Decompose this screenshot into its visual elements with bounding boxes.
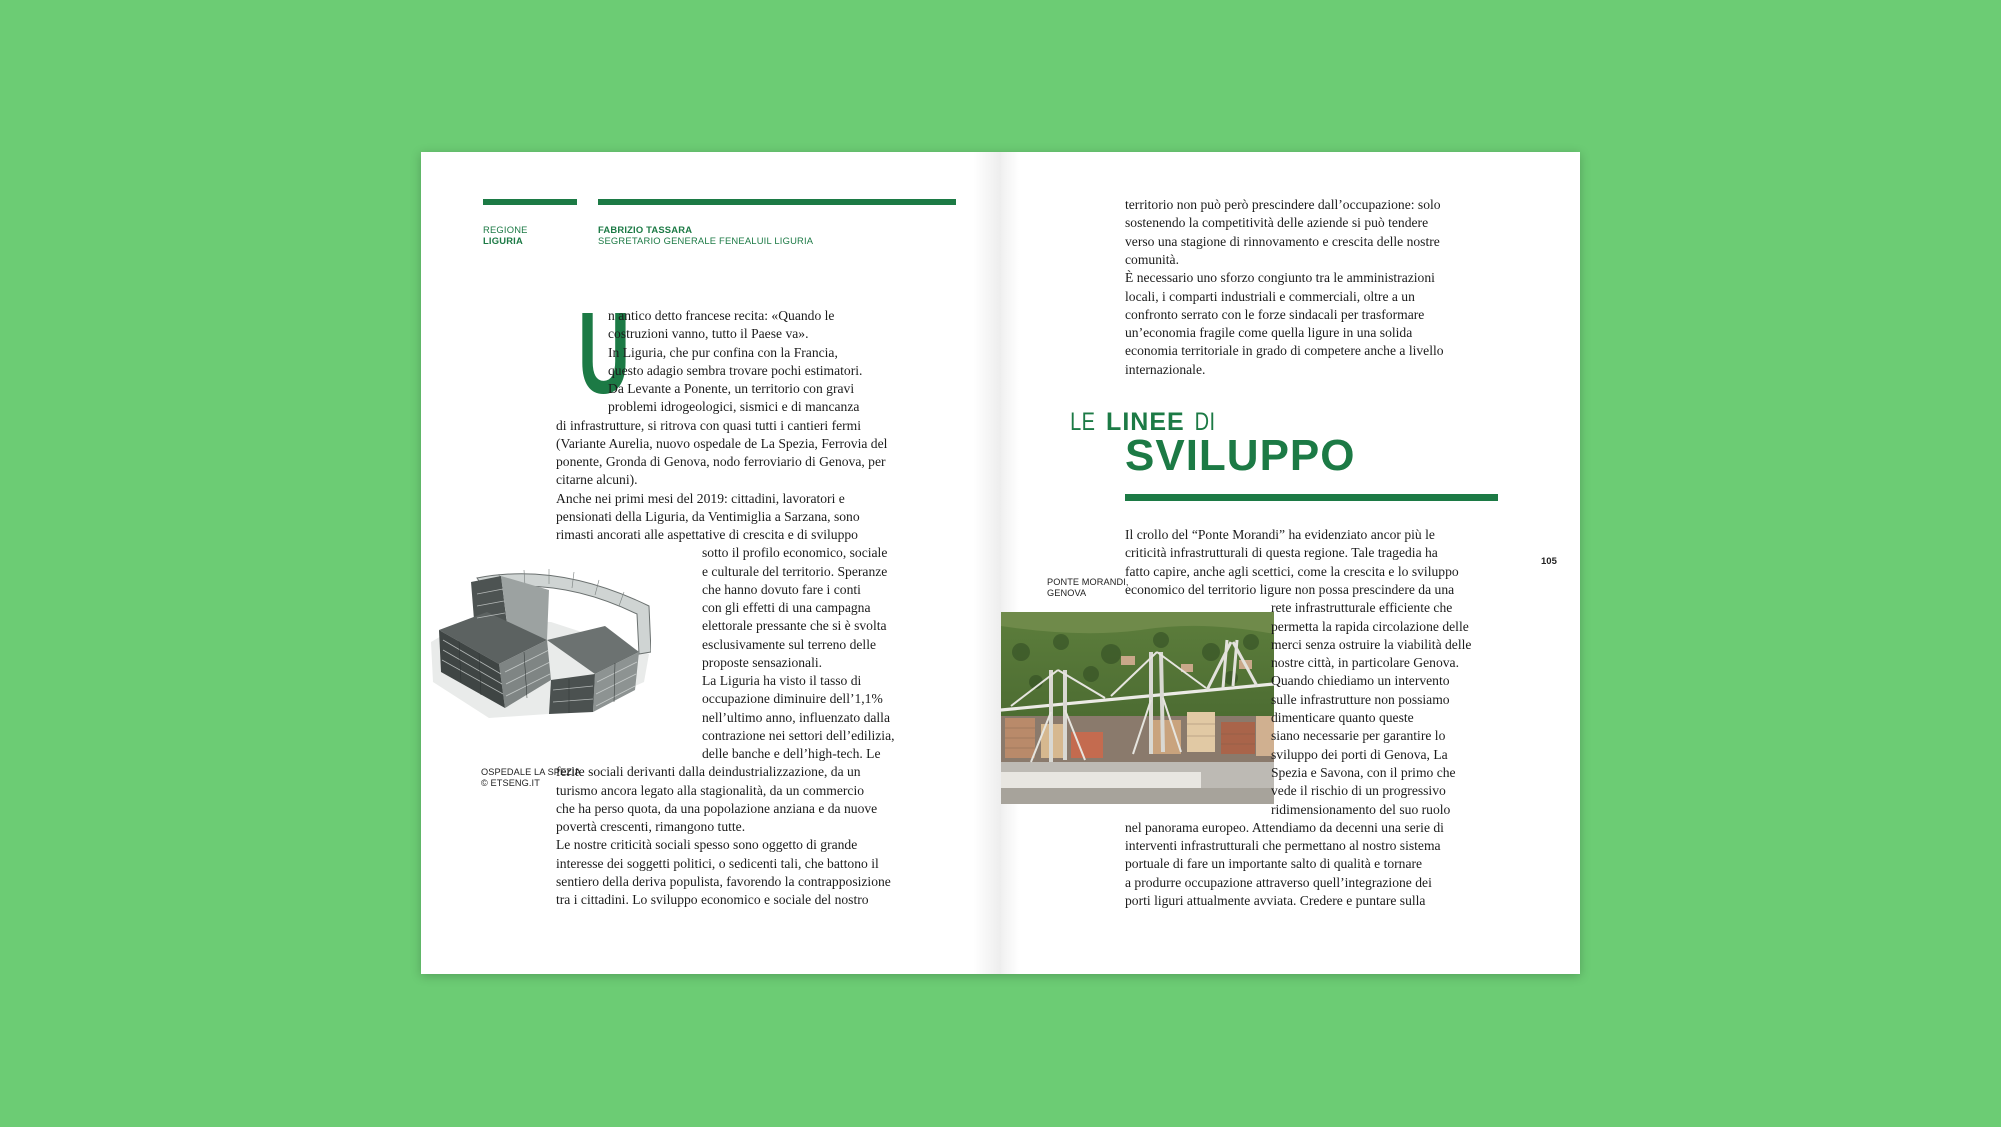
text-line: proposte sensazionali. <box>702 654 823 670</box>
text-line: fatto capire, anche agli scettici, come la crescita e lo sviluppo <box>1125 563 1459 579</box>
text-line: È necessario uno sforzo congiunto tra le amministrazioni <box>1125 270 1435 286</box>
text-line: Da Levante a Ponente, un territorio con gravi <box>608 381 855 396</box>
text-line: delle banche e dell’high-tech. Le <box>702 746 881 761</box>
text-line: locali, i comparti industriali e commerciali, oltre a un <box>1125 288 1415 304</box>
article-body-right-intro <box>1125 196 1545 386</box>
text-line: La Liguria ha visto il tasso di <box>702 673 862 688</box>
header-rule-long <box>598 199 956 205</box>
hospital-building-image <box>429 562 651 720</box>
text-line: occupazione diminuire dell’1,1% <box>702 691 883 707</box>
text-line: In Liguria, che pur confina con la Francia, <box>608 344 838 360</box>
text-line: problemi idrogeologici, sismici e di mancanza <box>608 399 860 415</box>
text-line: povertà crescenti, rimangono tutte. <box>556 819 746 834</box>
text-line: che hanno dovuto fare i conti <box>702 581 861 597</box>
drop-cap: U <box>578 288 630 418</box>
author-role: SEGRETARIO GENERALE FENEALUIL LIGURIA <box>598 235 814 246</box>
text-line: internazionale. <box>1125 361 1206 377</box>
gutter-shadow <box>1001 152 1019 974</box>
text-line: rete infrastrutturale efficiente che <box>1271 600 1453 616</box>
text-line: n antico detto francese recita: «Quando le <box>608 308 835 323</box>
section-title-word-linee: LINEE <box>1106 408 1185 436</box>
text-line: rimasti ancorati alle aspettative di crescita e di sviluppo <box>556 527 858 542</box>
left-page <box>421 152 1001 974</box>
text-line: citarne alcuni). <box>556 472 638 488</box>
text-line: che ha perso quota, da una popolazione anziana e da nuove <box>556 800 878 816</box>
text-line: tra i cittadini. Lo sviluppo economico e sociale del nostro <box>556 892 869 907</box>
text-line: (Variante Aurelia, nuovo ospedale de La Spezia, Ferrovia del <box>556 435 888 451</box>
text-line: merci senza ostruire la viabilità delle <box>1271 636 1472 652</box>
section-title-sviluppo: SVILUPPO <box>1125 431 1356 480</box>
text-line: Anche nei primi mesi del 2019: cittadini, lavoratori e <box>556 490 845 506</box>
text-line: Le nostre criticità sociali spesso sono oggetto di grande <box>556 837 858 853</box>
text-line: confronto serrato con le forze sindacali per trasformare <box>1125 306 1425 322</box>
text-line: permetta la rapida circolazione delle <box>1271 618 1469 634</box>
text-line: nel panorama europeo. Attendiamo da decenni una serie di <box>1125 819 1444 835</box>
region-label: REGIONE <box>483 224 528 235</box>
text-line: interesse dei soggetti politici, o sedicenti tali, che battono il <box>556 855 879 871</box>
text-line: sotto il profilo economico, sociale <box>702 545 888 561</box>
article-body-right <box>1125 526 1545 926</box>
section-title-word-le: LE <box>1070 408 1096 436</box>
text-line: Il crollo del “Ponte Morandi” ha evidenziato ancor più le <box>1125 527 1435 542</box>
gutter-shadow <box>973 152 1001 974</box>
author-header <box>598 224 813 246</box>
text-line: Spezia e Savona, con il primo che <box>1271 764 1456 780</box>
text-line: economico del territorio ligure non possa prescindere da una <box>1125 581 1455 597</box>
page-number: 105 <box>1541 556 1557 567</box>
text-line: esclusivamente sul terreno delle <box>702 636 877 652</box>
text-line: di infrastrutture, si ritrova con quasi tutti i cantieri fermi <box>556 417 862 433</box>
caption-line-2: GENOVA <box>1047 588 1087 598</box>
text-line: sulle infrastrutture non possiamo <box>1271 691 1450 707</box>
section-title-rule <box>1125 494 1498 501</box>
text-line: portuale di fare un importante salto di qualità e tornare <box>1125 856 1423 872</box>
text-line: turismo ancora legato alla stagionalità, da un commercio <box>556 782 865 798</box>
text-line: sostenendo la competitività delle aziende si può tendere <box>1125 215 1429 231</box>
text-line: vede il rischio di un progressivo <box>1271 783 1446 799</box>
author-name: FABRIZIO TASSARA <box>598 224 693 235</box>
text-line: ponente, Gronda di Genova, nodo ferroviario di Genova, per <box>556 454 886 469</box>
text-line: un’economia fragile come quella ligure in una solida <box>1125 325 1413 341</box>
text-line: ridimensionamento del suo ruolo <box>1271 801 1451 817</box>
text-line: nell’ultimo anno, influenzato dalla <box>702 709 890 725</box>
text-line: e culturale del territorio. Speranze <box>702 563 888 579</box>
text-line: pensionati della Liguria, da Ventimiglia a Sarzana, sono <box>556 508 860 524</box>
right-page <box>1001 152 1580 974</box>
hospital-image-caption <box>481 767 581 789</box>
text-line: ferite sociali derivanti dalla deindustrializzazione, da un <box>556 764 861 780</box>
text-line: Quando chiediamo un intervento <box>1271 673 1450 689</box>
text-line: contrazione nei settori dell’edilizia, <box>702 727 895 743</box>
text-line: a produrre occupazione attraverso quell’integrazione dei <box>1125 874 1432 890</box>
caption-line-1: OSPEDALE LA SPEZIA <box>481 767 581 777</box>
text-line: territorio non può però prescindere dall’occupazione: solo <box>1125 197 1441 212</box>
caption-line-1: PONTE MORANDI, <box>1047 577 1129 587</box>
region-name: LIGURIA <box>483 235 523 246</box>
magazine-spread <box>421 152 1580 974</box>
header-rule-short <box>483 199 577 205</box>
section-title-word-di: DI <box>1194 408 1216 436</box>
text-line: economia territoriale in grado di competere anche a livello <box>1125 343 1444 359</box>
text-line: verso una stagione di rinnovamento e crescita delle nostre <box>1125 233 1440 249</box>
text-line: dimenticare quanto queste <box>1271 710 1414 725</box>
text-line: nostre città, in particolare Genova. <box>1271 655 1459 671</box>
bridge-image-caption <box>1047 577 1129 599</box>
text-line: costruzioni vanno, tutto il Paese va». <box>608 326 809 342</box>
text-line: con gli effetti di una campagna <box>702 600 871 615</box>
text-line: sentiero della deriva populista, favorendo la contrapposizione <box>556 873 891 889</box>
region-header <box>483 224 528 246</box>
text-line: elettorale pressante che si è svolta <box>702 618 887 634</box>
text-line: comunità. <box>1125 251 1179 267</box>
text-line: siano necessarie per garantire lo <box>1271 728 1446 744</box>
text-line: interventi infrastrutturali che permettano al nostro sistema <box>1125 838 1441 854</box>
section-title <box>1067 408 1356 480</box>
text-line: porti liguri attualmente avviata. Credere e puntare sulla <box>1125 893 1426 908</box>
text-line: criticità infrastrutturali di questa regione. Tale tragedia ha <box>1125 545 1438 561</box>
text-line: questo adagio sembra trovare pochi estimatori. <box>608 362 863 378</box>
caption-line-2: © ETSENG.IT <box>481 778 540 788</box>
text-line: sviluppo dei porti di Genova, La <box>1271 746 1448 762</box>
